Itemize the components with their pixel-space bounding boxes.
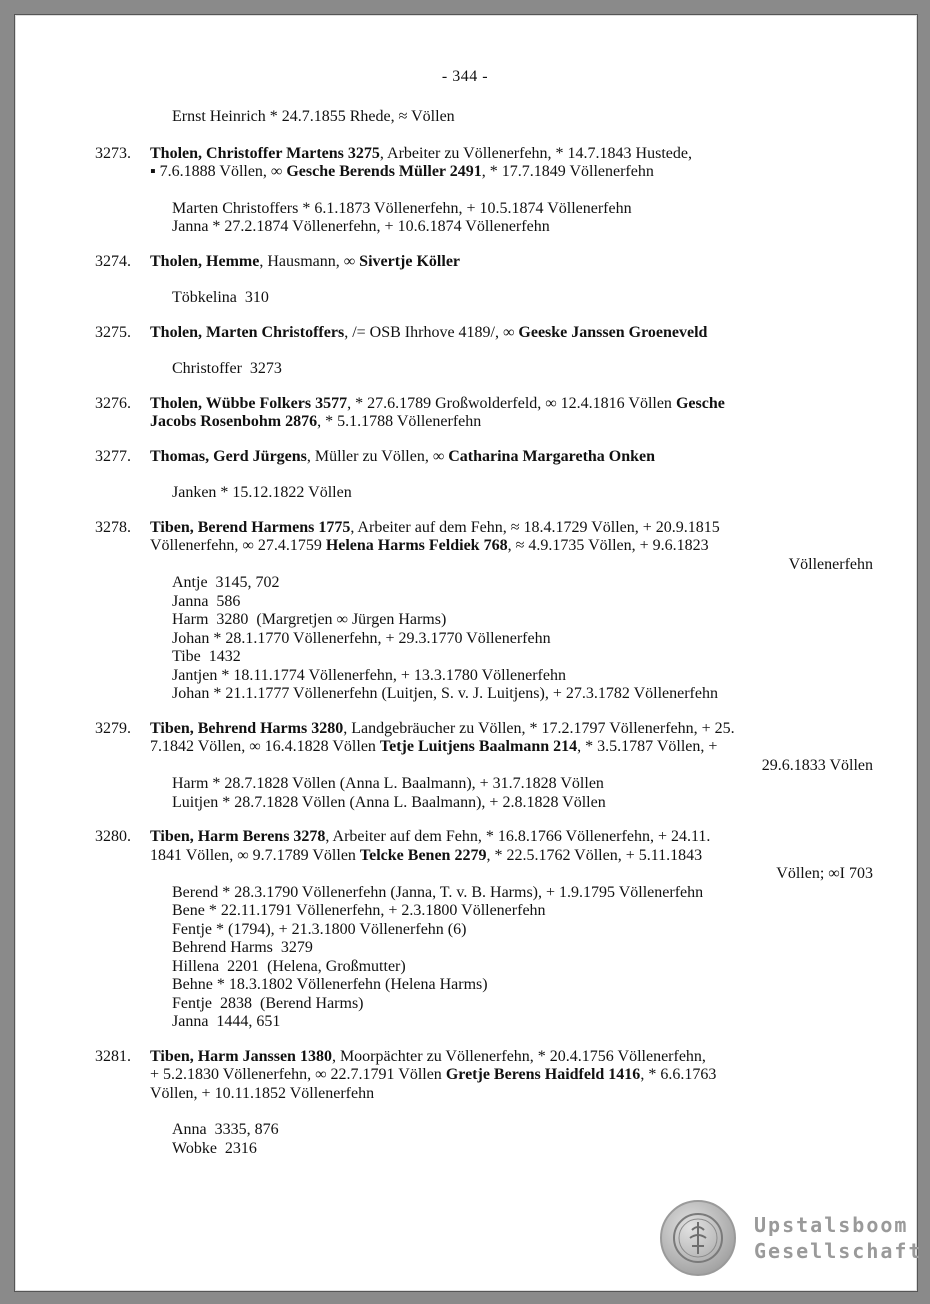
genealogy-entry: [95, 324, 865, 379]
logo-line-2: Gesellschaft: [754, 1239, 923, 1263]
logo-text: [754, 1212, 923, 1264]
entry-line: [150, 1085, 865, 1104]
entry-text: 1841 Völlen, ∞ 9.7.1789 Völlen: [150, 846, 360, 864]
person-name: Tiben, Behrend Harms 3280: [150, 719, 344, 737]
continuation-line: Ernst Heinrich * 24.7.1855 Rhede, ≈ Völlen: [172, 108, 455, 125]
child-entry: Hillena 2201 (Helena, Großmutter): [172, 957, 406, 975]
child-entry: Berend * 28.3.1790 Völlenerfehn (Janna, T. v. B. Harms), + 1.9.1795 Völlenerfehn: [172, 883, 704, 901]
genealogy-entry: [95, 1048, 865, 1159]
entry-text: , Arbeiter auf dem Fehn, ≈ 18.4.1729 Völlen, + 20.9.1815: [350, 518, 720, 536]
entry-line-end: Völlenerfehn: [788, 555, 873, 573]
entry-body: [150, 145, 865, 237]
document-body: [95, 108, 873, 1174]
entry-body: [150, 719, 873, 813]
entry-number: 3277.: [95, 447, 131, 465]
person-name: Sivertje Köller: [359, 252, 461, 270]
child-entry: Anna 3335, 876: [172, 1121, 279, 1138]
entry-text: , * 6.6.1763: [640, 1066, 717, 1083]
society-logo: [660, 1200, 923, 1276]
entry-line: [150, 395, 865, 414]
entry-line: [150, 448, 865, 467]
entry-text: , /= OSB Ihrhove 4189/, ∞: [344, 323, 519, 341]
entry-number: 3275.: [95, 323, 131, 341]
entry-number: 3274.: [95, 252, 131, 270]
entry-line: [150, 253, 865, 272]
genealogy-entry: [95, 395, 865, 432]
entry-line: [150, 720, 865, 739]
entry-text: ▪ 7.6.1888 Völlen, ∞: [150, 163, 287, 180]
entry-body: [150, 1048, 865, 1159]
entry-body: [150, 448, 865, 503]
child-entry: Fentje 2838 (Berend Harms): [172, 994, 364, 1012]
entry-line: [150, 537, 865, 556]
entry-body: [150, 253, 865, 308]
child-entry: Tibe 1432: [172, 648, 241, 665]
entry-line: [150, 847, 865, 866]
entry-body: [150, 324, 865, 379]
person-name: Gesche: [675, 394, 725, 412]
person-name: Tiben, Harm Berens 3278: [150, 828, 326, 845]
entry-text: Völlenerfehn, ∞ 27.4.1759: [150, 537, 326, 554]
child-entry: Harm * 28.7.1828 Völlen (Anna L. Baalmann), + 31.7.1828 Völlen: [172, 775, 604, 792]
child-entry: Johan * 28.1.1770 Völlenerfehn, + 29.3.1770 Völlenerfehn: [172, 629, 551, 647]
child-entry: Jantjen * 18.11.1774 Völlenerfehn, + 13.3.1780 Völlenerfehn: [172, 666, 566, 684]
child-entry: Johan * 21.1.1777 Völlenerfehn (Luitjen, S. v. J. Luitjens), + 27.3.1782 Völlenerfehn: [172, 685, 718, 702]
entry-text: 7.1842 Völlen, ∞ 16.4.1828 Völlen: [150, 738, 380, 755]
entry-text: , * 5.1.1788 Völlenerfehn: [317, 413, 482, 430]
entry-text: Völlen, + 10.11.1852 Völlenerfehn: [150, 1084, 375, 1102]
person-name: Helena Harms Feldiek 768: [325, 537, 508, 554]
genealogy-entry: [95, 719, 873, 813]
entry-line-end: 29.6.1833 Völlen: [761, 756, 873, 774]
entry-number: 3278.: [95, 518, 131, 536]
child-entry: Bene * 22.11.1791 Völlenerfehn, + 2.3.1800 Völlenerfehn: [172, 902, 546, 919]
person-name: Catharina Margaretha Onken: [448, 447, 656, 465]
entry-text: , Arbeiter zu Völlenerfehn, * 14.7.1843 Hustede,: [379, 144, 692, 162]
entry-body: [150, 518, 873, 704]
person-name: Geeske Janssen Groeneveld: [518, 323, 708, 341]
entry-number: 3280.: [95, 828, 131, 845]
children-list: [150, 884, 865, 1032]
entry-number: 3281.: [95, 1047, 131, 1065]
person-name: Gretje Berens Haidfeld 1416: [445, 1066, 641, 1083]
children-list: [150, 484, 865, 503]
entry-text: , Müller zu Völlen, ∞: [306, 447, 449, 465]
child-entry: Marten Christoffers * 6.1.1873 Völlenerfehn, + 10.5.1874 Völlenerfehn: [172, 199, 632, 217]
child-entry: Antje 3145, 702: [172, 574, 280, 591]
child-entry: Christoffer 3273: [172, 360, 282, 377]
entry-line: [150, 1048, 865, 1067]
entry-line: [150, 145, 865, 164]
entry-text: , * 3.5.1787 Völlen, +: [577, 738, 718, 755]
person-name: Gesche Berends Müller 2491: [286, 163, 482, 180]
entry-text: + 5.2.1830 Völlenerfehn, ∞ 22.7.1791 Völlen: [150, 1066, 446, 1083]
person-name: Tholen, Hemme: [150, 252, 260, 270]
child-entry: Behne * 18.3.1802 Völlenerfehn (Helena Harms): [172, 976, 488, 993]
entry-text: , Moorpächter zu Völlenerfehn, * 20.4.1756 Völlenerfehn,: [331, 1047, 706, 1065]
entry-line: [150, 324, 865, 343]
entry-line: [150, 828, 865, 847]
child-entry: Luitjen * 28.7.1828 Völlen (Anna L. Baalmann), + 2.8.1828 Völlen: [172, 793, 606, 811]
child-entry: Töbkelina 310: [172, 289, 269, 306]
person-name: Tiben, Berend Harmens 1775: [150, 518, 351, 536]
children-list: [150, 200, 865, 237]
entry-text: , * 17.7.1849 Völlenerfehn: [481, 163, 654, 180]
person-name: Jacobs Rosenbohm 2876: [150, 413, 318, 430]
entry-text: , * 22.5.1762 Völlen, + 5.11.1843: [486, 846, 703, 864]
person-name: Tholen, Wübbe Folkers 3577: [150, 394, 348, 412]
entry-number: 3276.: [95, 394, 131, 412]
children-list: [150, 574, 865, 704]
entry-list: [95, 144, 873, 1159]
child-entry: Janna 586: [172, 592, 241, 610]
entry-line: [150, 163, 865, 182]
entry-line: [150, 413, 865, 432]
child-entry: Janna * 27.2.1874 Völlenerfehn, + 10.6.1874 Völlenerfehn: [172, 218, 550, 235]
entry-line: [150, 519, 865, 538]
person-name: Tetje Luitjens Baalmann 214: [379, 738, 578, 755]
entry-line: [150, 1066, 865, 1085]
genealogy-entry: [95, 448, 865, 503]
child-entry: Harm 3280 (Margretjen ∞ Jürgen Harms): [172, 611, 447, 628]
child-entry: Fentje * (1794), + 21.3.1800 Völlenerfehn (6): [172, 920, 467, 938]
entry-number: 3273.: [95, 144, 131, 162]
genealogy-entry: [95, 253, 865, 308]
person-name: Tiben, Harm Janssen 1380: [150, 1047, 332, 1065]
children-list: [150, 1121, 865, 1158]
children-list: [150, 360, 865, 379]
seal-icon: [660, 1200, 736, 1276]
page-number: - 344 -: [441, 68, 489, 85]
entry-number: 3279.: [95, 719, 131, 737]
person-name: Telcke Benen 2279: [359, 846, 487, 864]
person-name: Tholen, Marten Christoffers: [150, 323, 345, 341]
entry-text: , Landgebräucher zu Völlen, * 17.2.1797 Völlenerfehn, + 25.: [343, 719, 735, 737]
child-entry: Wobke 2316: [172, 1139, 257, 1157]
entry-text: , Arbeiter auf dem Fehn, * 16.8.1766 Völlenerfehn, + 24.11.: [325, 828, 711, 845]
entry-text: , * 27.6.1789 Großwolderfeld, ∞ 12.4.1816 Völlen: [347, 394, 676, 412]
child-entry: Janken * 15.12.1822 Völlen: [172, 484, 352, 501]
entry-text: , ≈ 4.9.1735 Völlen, + 9.6.1823: [507, 537, 709, 554]
genealogy-entry: [95, 145, 865, 237]
logo-line-1: Upstalsboom: [754, 1213, 909, 1237]
person-name: Thomas, Gerd Jürgens: [150, 447, 307, 465]
child-entry: Janna 1444, 651: [172, 1013, 281, 1030]
entry-line-end: Völlen; ∞I 703: [776, 865, 873, 882]
entry-text: , Hausmann, ∞: [259, 252, 360, 270]
child-entry: Behrend Harms 3279: [172, 939, 313, 956]
genealogy-entry: [95, 518, 873, 704]
entry-body: [150, 395, 865, 432]
entry-body: [150, 828, 873, 1032]
children-list: [150, 775, 865, 812]
entry-line: [150, 738, 865, 757]
children-list: [150, 289, 865, 308]
person-name: Tholen, Christoffer Martens 3275: [150, 144, 380, 162]
genealogy-entry: [95, 828, 873, 1032]
